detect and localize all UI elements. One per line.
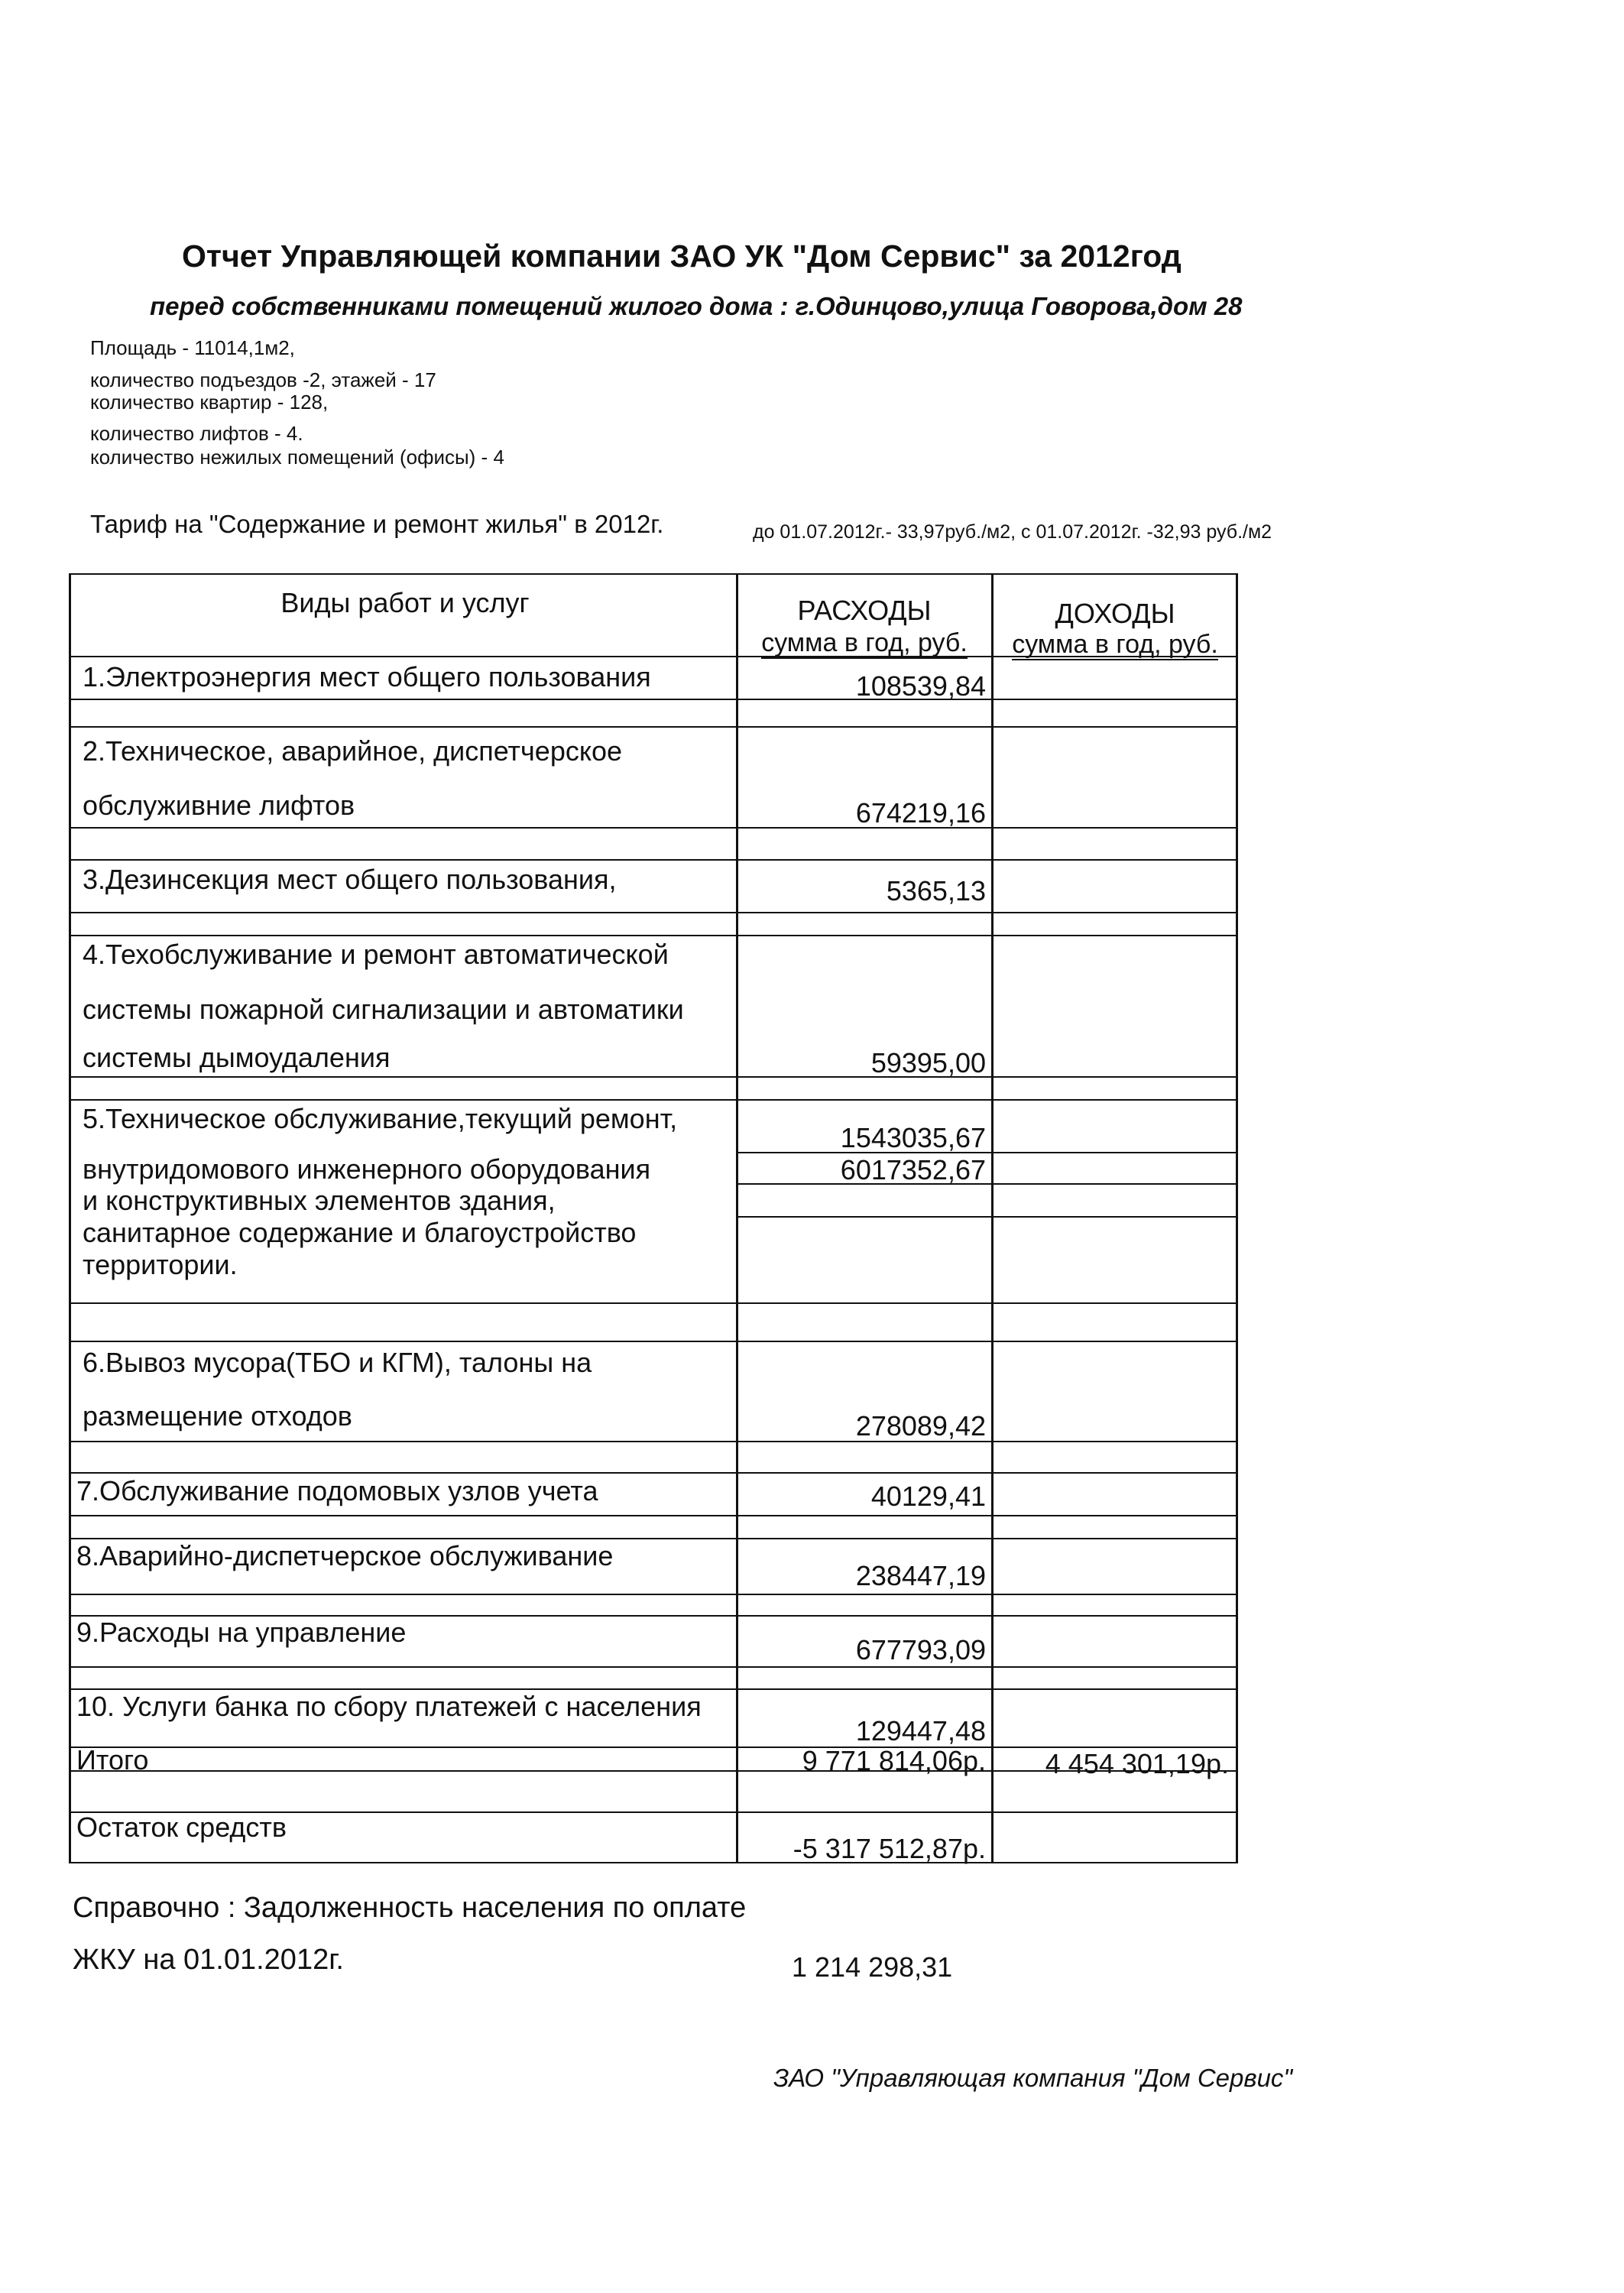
- row4-label-line1: 4.Техобслуживание и ремонт автоматической: [83, 939, 669, 970]
- table-line: [69, 726, 1238, 728]
- row10-amount: 129447,48: [855, 1715, 986, 1747]
- table-line: [69, 1302, 1238, 1304]
- table-line: [69, 935, 1238, 936]
- table-line: [69, 1341, 1238, 1342]
- row3-label: 3.Дезинсекция мест общего пользования,: [83, 864, 617, 895]
- total-label: Итого: [76, 1744, 149, 1776]
- row4-label-line2: системы пожарной сигнализации и автоматики: [83, 994, 684, 1025]
- table-col-divider-1: [736, 573, 738, 1863]
- row5-label-line5: территории.: [83, 1249, 238, 1280]
- reference-value: 1 214 298,31: [792, 1951, 953, 1983]
- row8-label: 8.Аварийно-диспетчерское обслуживание: [76, 1540, 614, 1571]
- row8-amount: 238447,19: [855, 1560, 986, 1591]
- table-line: [69, 1538, 1238, 1539]
- total-income: 4 454 301,19р.: [1045, 1748, 1229, 1779]
- row10-label: 10. Услуги банка по сбору платежей с населения: [76, 1691, 702, 1722]
- table-line: [69, 827, 1238, 829]
- company-signature: ЗАО "Управляющая компания "Дом Сервис": [773, 2064, 1293, 2092]
- table-line: [736, 1216, 1238, 1218]
- header-income-sub-text: сумма в год, руб.: [1012, 630, 1218, 659]
- report-subtitle: перед собственниками помещений жилого дома : г.Одинцово,улица Говорова,дом 28: [150, 292, 1243, 320]
- reference-line2: ЖКУ на 01.01.2012г.: [73, 1944, 344, 1976]
- table-line: [69, 859, 1238, 861]
- header-works: Виды работ и услуг: [280, 587, 530, 618]
- table-line: [69, 1688, 1238, 1690]
- table-line: [736, 1152, 1238, 1153]
- table-border-right: [1236, 573, 1238, 1863]
- table-border-top: [69, 573, 1238, 575]
- row4-amount: 59395,00: [870, 1047, 986, 1078]
- reference-line1: Справочно : Задолженность населения по оплате: [73, 1892, 747, 1924]
- info-offices: количество нежилых помещений (офисы) - 4: [90, 446, 504, 469]
- table-line: [69, 1594, 1238, 1595]
- row2-amount: 674219,16: [855, 797, 986, 829]
- balance-label: Остаток средств: [76, 1811, 287, 1843]
- info-elevators: количество лифтов - 4.: [90, 422, 303, 445]
- row7-amount: 40129,41: [870, 1481, 986, 1512]
- table-line: [69, 699, 1238, 700]
- row5-amount-2: 6017352,67: [840, 1154, 986, 1185]
- row9-amount: 677793,09: [855, 1634, 986, 1665]
- table-col-divider-2: [991, 573, 994, 1863]
- tariff-value: до 01.07.2012г.- 33,97руб./м2, с 01.07.2012г. -32,93 руб./м2: [753, 521, 1272, 543]
- header-expenses-title: РАСХОДЫ: [797, 595, 932, 626]
- row5-amount-1: 1543035,67: [840, 1122, 986, 1153]
- table-line: [69, 1666, 1238, 1668]
- row2-label-line1: 2.Техническое, аварийное, диспетчерское: [83, 735, 623, 767]
- header-expenses-sub: [740, 627, 989, 659]
- balance-value: -5 317 512,87р.: [793, 1833, 986, 1864]
- table-line: [69, 1441, 1238, 1442]
- row6-label-line2: размещение отходов: [83, 1400, 352, 1432]
- row1-amount: 108539,84: [855, 670, 986, 702]
- row5-label-line4: санитарное содержание и благоустройство: [83, 1217, 637, 1248]
- header-income-sub: [995, 628, 1235, 660]
- tariff-label: Тариф на "Содержание и ремонт жилья" в 2012г.: [90, 510, 664, 538]
- table-line: [69, 1099, 1238, 1101]
- row5-label-line1: 5.Техническое обслуживание,текущий ремонт,: [83, 1103, 678, 1134]
- row9-label: 9.Расходы на управление: [76, 1617, 407, 1648]
- table-line: [69, 912, 1238, 913]
- row6-label-line1: 6.Вывоз мусора(ТБО и КГМ), талоны на: [83, 1347, 592, 1378]
- info-area: Площадь - 11014,1м2,: [90, 336, 295, 359]
- row2-label-line2: обслуживние лифтов: [83, 790, 355, 821]
- row5-label-line3: и конструктивных элементов здания,: [83, 1185, 556, 1216]
- table-line: [69, 1472, 1238, 1474]
- info-entrances: количество подъездов -2, этажей - 17: [90, 368, 436, 391]
- table-line: [69, 1076, 1238, 1078]
- row3-amount: 5365,13: [886, 875, 986, 906]
- header-income-title: ДОХОДЫ: [1055, 598, 1175, 629]
- row4-label-line3: системы дымоудаления: [83, 1042, 391, 1073]
- table-border-left: [69, 573, 71, 1863]
- total-expenses: 9 771 814,06р.: [802, 1745, 986, 1776]
- table-line: [736, 1183, 1238, 1185]
- header-expenses-sub-text: сумма в год, руб.: [761, 628, 968, 657]
- row1-label: 1.Электроэнергия мест общего пользования: [83, 661, 651, 692]
- row5-label-line2: внутридомового инженерного оборудования: [83, 1153, 651, 1185]
- table-line: [69, 1515, 1238, 1516]
- report-table: [69, 573, 1238, 1863]
- table-border-bottom: [69, 1862, 1238, 1863]
- row6-amount: 278089,42: [855, 1410, 986, 1442]
- report-title: Отчет Управляющей компании ЗАО УК "Дом Сервис" за 2012год: [182, 238, 1182, 274]
- row7-label: 7.Обслуживание подомовых узлов учета: [76, 1475, 598, 1507]
- info-apartments: количество квартир - 128,: [90, 391, 329, 414]
